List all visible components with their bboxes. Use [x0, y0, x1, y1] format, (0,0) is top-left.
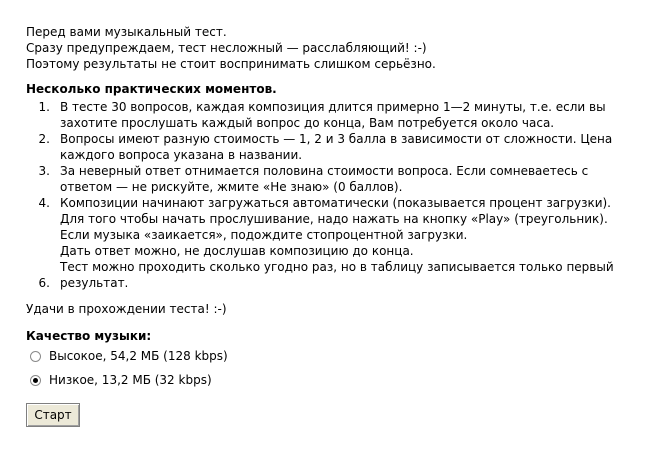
- rule-number: 6.: [38, 276, 50, 290]
- rule-text: В тесте 30 вопросов, каждая композиция длится примерно 1—2 минуты, т.е. если вы захотите прослушать каждый вопрос до конца, Вам потребуется около часа.: [60, 100, 606, 130]
- rule-number: 1.: [38, 100, 50, 114]
- radio-low[interactable]: [30, 375, 41, 386]
- rule-text: Композиции начинают загружаться автоматически (показывается процент загрузки). Для того чтобы начать прослушивание, надо нажать на кнопку «Play» (треугольник). Если музыка «заикается», подождите стопроцентной загрузки.: [60, 196, 611, 242]
- quality-heading: Качество музыки:: [26, 329, 152, 343]
- rule-item: [26, 163, 635, 195]
- intro-line-2: Сразу предупреждаем, тест несложный — расслабляющий! :-): [26, 41, 427, 55]
- quality-option-label: Низкое, 13,2 МБ (32 kbps): [49, 373, 212, 387]
- good-luck-text: Удачи в прохождении теста! :-): [26, 302, 227, 316]
- rule-number: 3.: [38, 164, 50, 178]
- quality-option-low[interactable]: [26, 371, 638, 389]
- quality-option-label: Высокое, 54,2 МБ (128 kbps): [49, 349, 228, 363]
- quality-option-high[interactable]: [26, 347, 638, 365]
- rule-item: [26, 195, 635, 259]
- radio-high[interactable]: [30, 351, 41, 362]
- rules-list: [26, 99, 638, 291]
- rule-item: [26, 131, 635, 163]
- rules-heading: Несколько практических моментов.: [26, 82, 277, 96]
- intro-line-3: Поэтому результаты не стоит воспринимать слишком серьёзно.: [26, 57, 436, 71]
- rule-number: 2.: [38, 132, 50, 146]
- rule-text: Вопросы имеют разную стоимость — 1, 2 и 3 балла в зависимости от сложности. Цена каждого вопроса указана в названии.: [60, 132, 613, 162]
- rule-item: [26, 259, 635, 291]
- rule-text: Тест можно проходить сколько угодно раз, но в таблицу записывается только первый результат.: [60, 260, 614, 290]
- intro-text: [26, 24, 638, 72]
- intro-line-1: Перед вами музыкальный тест.: [26, 25, 227, 39]
- start-button[interactable]: Старт: [26, 403, 80, 427]
- rule-extra-text: Дать ответ можно, не дослушав композицию до конца.: [60, 244, 414, 258]
- rule-text: За неверный ответ отнимается половина стоимости вопроса. Если сомневаетесь с ответом — не рискуйте, жмите «Не знаю» (0 баллов).: [60, 164, 589, 194]
- rule-item: [26, 99, 635, 131]
- test-page: [26, 24, 638, 427]
- rule-number: 4.: [38, 196, 50, 210]
